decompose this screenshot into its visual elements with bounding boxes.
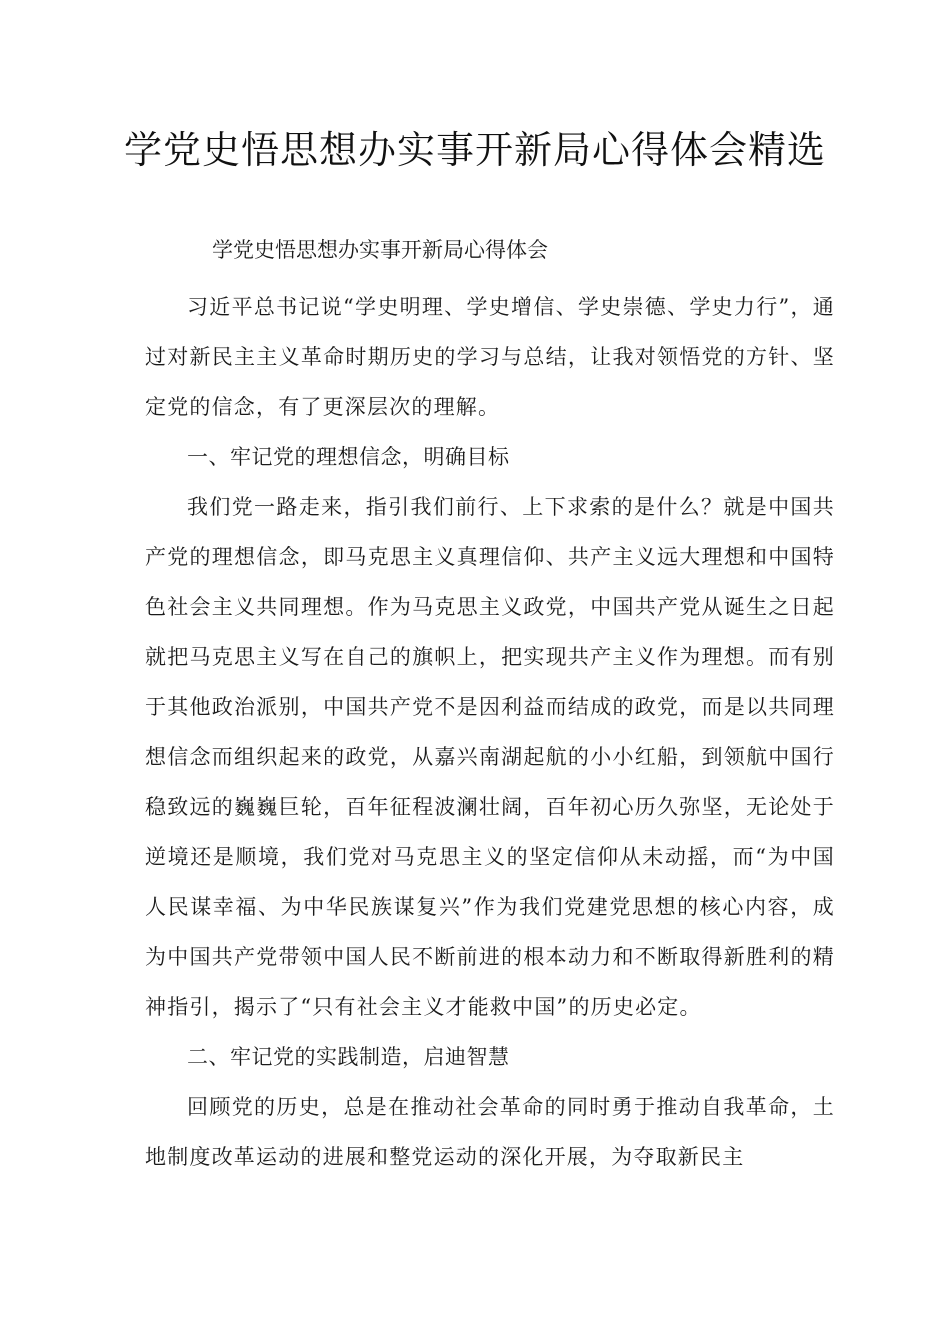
paragraph-intro: 习近平总书记说“学史明理、学史增信、学史崇德、学史力行”，通过对新民主主义革命时期历史的学习与总结，让我对领悟党的方针、坚定党的信念，有了更深层次的理解。 (145, 295, 835, 419)
paragraph-section-1: 我们党一路走来，指引我们前行、上下求索的是什么？就是中国共产党的理想信念，即马克思主义真理信仰、共产主义远大理想和中国特色社会主义共同理想。作为马克思主义政党，中国共产党从诞生之日起就把马克思主义写在自己的旗帜上，把实现共产主义作为理想。而有别于其他政治派别，中国共产党不是因利益而结成的政党，而是以共同理想信念而组织起来的政党，从嘉兴南湖起航的小小红船，到领航中国行稳致远的巍巍巨轮，百年征程波澜壮阔，百年初心历久弥坚，无论处于逆境还是顺境，我们党对马克思主义的坚定信仰从未动摇，而“为中国人民谋幸福、为中华民族谋复兴”作为我们党建党思想的核心内容，成为中国共产党带领中国人民不断前进的根本动力和不断取得新胜利的精神指引，揭示了“只有社会主义才能救中国”的历史必定。 (145, 495, 835, 1019)
document-title: 学党史悟思想办实事开新局心得体会精选 (123, 128, 826, 172)
section-heading-2: 二、牢记党的实践制造，启迪智慧 (187, 1045, 510, 1069)
document-body (145, 282, 835, 1182)
section-heading-1: 一、牢记党的理想信念，明确目标 (187, 445, 510, 469)
document-subtitle: 学党史悟思想办实事开新局心得体会 (212, 238, 548, 262)
paragraph-section-2: 回顾党的历史，总是在推动社会革命的同时勇于推动自我革命，土地制度改革运动的进展和整党运动的深化开展，为夺取新民主 (145, 1095, 835, 1169)
